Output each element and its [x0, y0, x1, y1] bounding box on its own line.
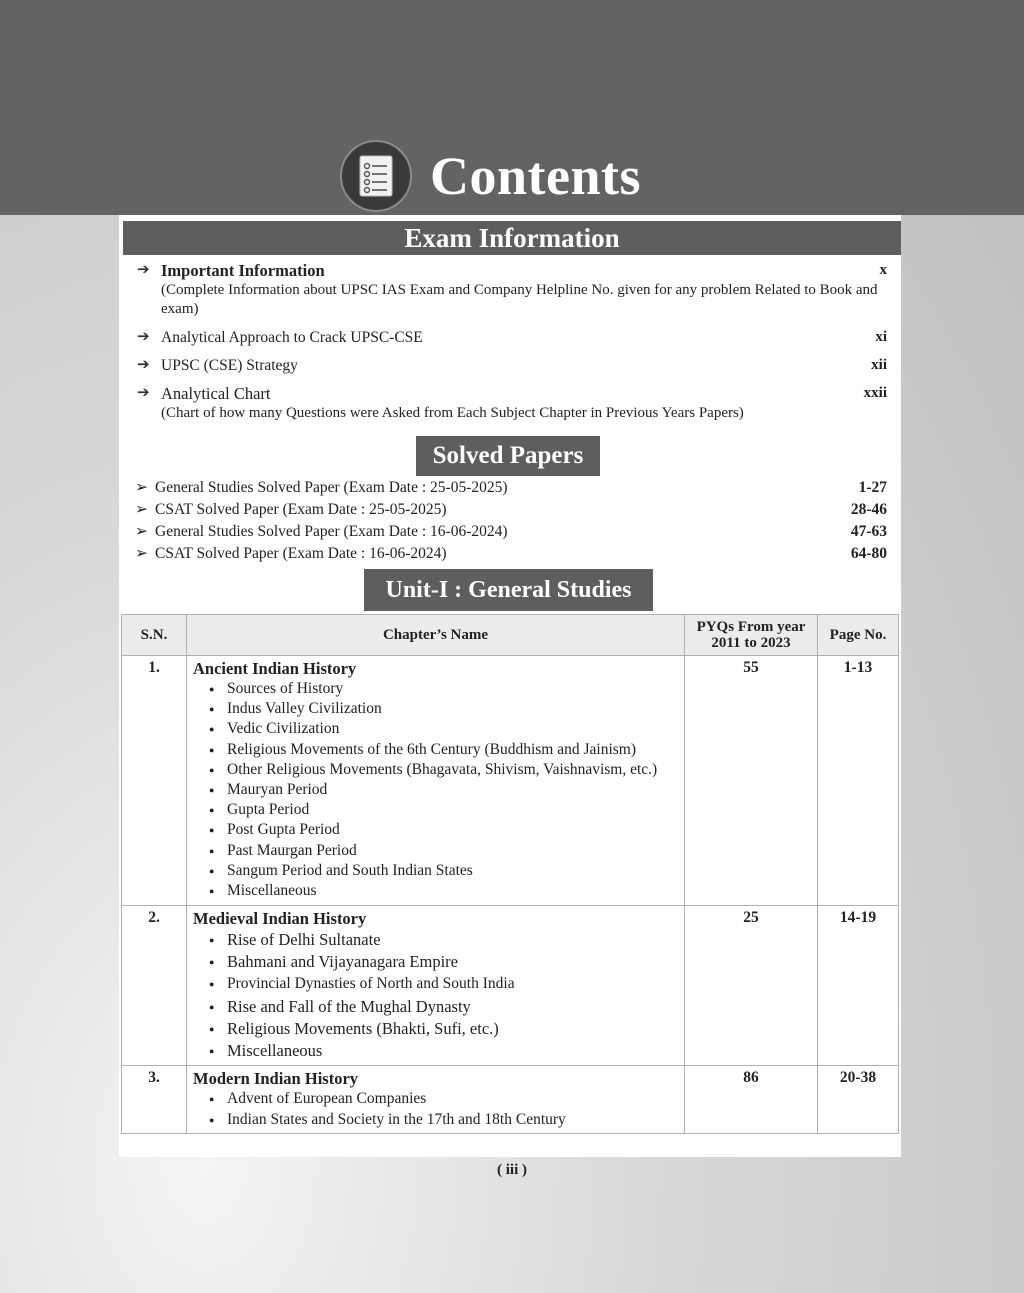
topic-item: ● Advent of European Companies — [209, 1089, 678, 1110]
contents-header — [340, 140, 641, 212]
page-number: xi — [875, 329, 887, 345]
item-description: (Chart of how many Questions were Asked from Each Subject Chapter in Previous Years Papers) — [161, 405, 744, 421]
topic-item: ● Miscellaneous — [209, 1040, 678, 1062]
solved-papers-list — [135, 478, 891, 566]
item-description: (Complete Information about UPSC IAS Exam and Company Helpline No. given for any problem Related to Book and exam) — [161, 282, 878, 317]
contents-page — [119, 215, 901, 1157]
topic-item: ● Religious Movements of the 6th Century (Buddhism and Jainism) — [209, 740, 678, 760]
row-chapter — [187, 1066, 685, 1134]
column-header-chapter: Chapter’s Name — [187, 615, 685, 656]
topic-item: ● Other Religious Movements (Bhagavata, Shivism, Vaishnavism, etc.) — [209, 760, 678, 780]
row-chapter — [187, 656, 685, 906]
chevron-right-icon: ➢ — [135, 501, 148, 518]
column-header-page: Page No. — [818, 615, 899, 656]
column-header-sn: S.N. — [122, 615, 187, 656]
unit-heading: Unit-I : General Studies — [364, 569, 653, 611]
exam-info-heading: Exam Information — [123, 221, 901, 255]
exam-info-list — [137, 261, 893, 432]
topic-item: ● Rise of Delhi Sultanate — [209, 929, 678, 951]
chapter-title: Ancient Indian History — [193, 659, 357, 678]
topic-item: ● Gupta Period — [209, 800, 678, 820]
list-item[interactable] — [135, 544, 891, 566]
topic-item: ● Post Gupta Period — [209, 820, 678, 840]
arrow-right-icon: ➔ — [137, 329, 150, 345]
row-page: 14-19 — [818, 906, 899, 1066]
topic-item: ● Sangum Period and South Indian States — [209, 861, 678, 881]
list-item[interactable] — [137, 384, 893, 423]
row-pyq: 86 — [685, 1066, 818, 1134]
page-number: xii — [871, 357, 887, 373]
list-item[interactable] — [135, 522, 891, 544]
page-number: 47-63 — [850, 523, 887, 540]
solved-papers-heading: Solved Papers — [416, 436, 600, 476]
topic-item: ● Miscellaneous — [209, 881, 678, 901]
page-number: 64-80 — [850, 545, 887, 562]
page-number: 28-46 — [850, 501, 887, 518]
page-number-footer: ( iii ) — [497, 1162, 527, 1178]
topic-item: ● Indian States and Society in the 17th and 18th Century — [209, 1110, 678, 1131]
row-sn: 3. — [122, 1066, 187, 1134]
chapter-title: Medieval Indian History — [193, 909, 367, 928]
page-number: xxii — [863, 385, 887, 401]
list-item[interactable] — [137, 261, 893, 319]
topic-item: ● Provincial Dynasties of North and South India — [209, 973, 678, 995]
arrow-right-icon: ➔ — [137, 262, 150, 278]
chevron-right-icon: ➢ — [135, 523, 148, 540]
row-page: 1-13 — [818, 656, 899, 906]
row-sn: 2. — [122, 906, 187, 1066]
chevron-right-icon: ➢ — [135, 479, 148, 496]
chapter-title: Modern Indian History — [193, 1069, 359, 1089]
topic-item: ● Religious Movements (Bhakti, Sufi, etc.) — [209, 1018, 678, 1040]
list-item[interactable] — [137, 356, 893, 375]
row-pyq: 25 — [685, 906, 818, 1066]
chevron-right-icon: ➢ — [135, 545, 148, 562]
row-pyq: 55 — [685, 656, 818, 906]
page-number: x — [879, 262, 887, 278]
page-number: 1-27 — [858, 479, 887, 496]
item-title: UPSC (CSE) Strategy — [161, 357, 298, 374]
topic-list — [193, 1089, 678, 1130]
topic-item: ● Indus Valley Civilization — [209, 699, 678, 719]
arrow-right-icon: ➔ — [137, 357, 150, 373]
row-chapter — [187, 906, 685, 1066]
item-title: CSAT Solved Paper (Exam Date : 25-05-2025) — [155, 501, 447, 518]
table-row[interactable] — [122, 656, 899, 906]
item-title: General Studies Solved Paper (Exam Date : 16-06-2024) — [155, 523, 508, 540]
topic-item: ● Bahmani and Vijayanagara Empire — [209, 951, 678, 973]
row-page: 20-38 — [818, 1066, 899, 1134]
topic-item: ● Mauryan Period — [209, 780, 678, 800]
arrow-right-icon: ➔ — [137, 385, 150, 401]
list-item[interactable] — [135, 500, 891, 522]
topic-list — [193, 929, 678, 1062]
item-title: Analytical Approach to Crack UPSC-CSE — [161, 329, 423, 346]
topic-item: ● Sources of History — [209, 679, 678, 699]
chapters-table — [121, 614, 899, 1134]
table-row[interactable] — [122, 906, 899, 1066]
item-title: CSAT Solved Paper (Exam Date : 16-06-2024) — [155, 545, 447, 562]
topic-item: ● Vedic Civilization — [209, 719, 678, 739]
column-header-pyq: PYQs From year 2011 to 2023 — [685, 615, 818, 656]
item-title: Important Information — [161, 261, 325, 280]
list-item[interactable] — [137, 328, 893, 347]
topic-list — [193, 679, 678, 901]
list-document-icon — [340, 140, 412, 212]
table-row[interactable] — [122, 1066, 899, 1134]
item-title: Analytical Chart — [161, 384, 271, 403]
row-sn: 1. — [122, 656, 187, 906]
list-item[interactable] — [135, 478, 891, 500]
topic-item: ● Past Maurgan Period — [209, 841, 678, 861]
item-title: General Studies Solved Paper (Exam Date : 25-05-2025) — [155, 479, 508, 496]
page-title: Contents — [430, 146, 642, 206]
table-header-row — [122, 615, 899, 656]
topic-item: ● Rise and Fall of the Mughal Dynasty — [209, 996, 678, 1018]
